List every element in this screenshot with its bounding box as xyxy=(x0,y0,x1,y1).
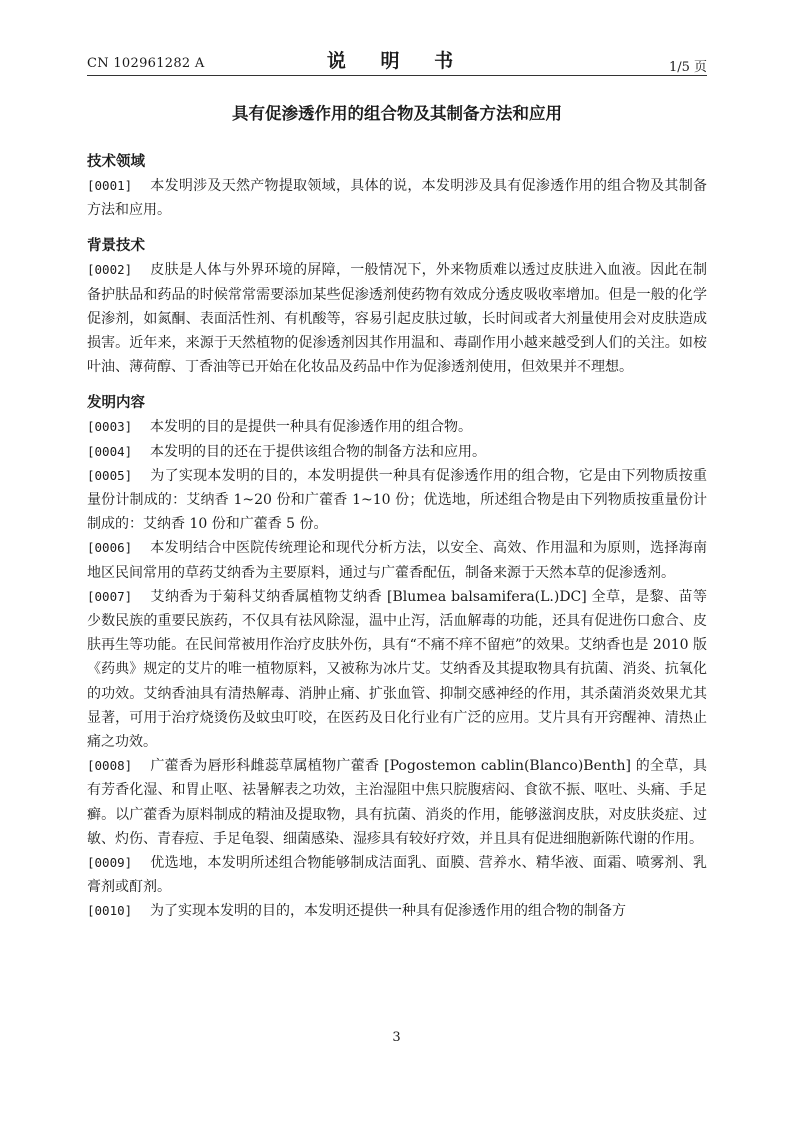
section-technical-field xyxy=(87,150,707,222)
paragraph xyxy=(87,851,707,899)
section-heading: 技术领域 xyxy=(87,153,145,170)
paragraph-text: 皮肤是人体与外界环境的屏障，一般情况下，外来物质难以透过皮肤进入血液。因此在制备护肤品和药品的时候常常需要添加某些促渗透剂使药物有效成分透皮吸收率增加。但是一般的化学促渗剂，如氮酮、表面活性剂、有机酸等，容易引起皮肤过敏，长时间或者大剂量使用会对皮肤造成损害。近年来，来源于天然植物的促渗透剂因其作用温和、毒副作用小越来越受到人们的关注。如桉叶油、薄荷醇、丁香油等已开始在化妆品及药品中作为促渗透剂使用，但效果并不理想。 xyxy=(87,262,707,376)
document-type-title: 说 明 书 xyxy=(326,50,468,72)
paragraph-number: [0007] xyxy=(87,588,133,604)
paragraph-number: [0008] xyxy=(87,758,133,774)
document-body xyxy=(87,150,707,924)
paragraph xyxy=(87,536,707,584)
invention-title: 具有促渗透作用的组合物及其制备方法和应用 xyxy=(232,104,562,123)
paragraph xyxy=(87,585,707,754)
paragraph-text: 优选地，本发明所述组合物能够制成洁面乳、面膜、营养水、精华液、面霜、喷雾剂、乳膏剂或酊剂。 xyxy=(87,855,707,896)
paragraph-text: 广藿香为唇形科雌蕊草属植物广藿香 [Pogostemon cablin(Blanco)Benth] 的全草，具有芳香化湿、和胃止呕、祛暑解表之功效，主治湿阻中焦只脘腹痞闷、食欲不振、呕吐、头痛、手足癣。以广藿香为原料制成的精油及提取物，具有抗菌、消炎的作用，能够滋润皮肤，对皮肤炎症、过敏、灼伤、青春痘、手足龟裂、细菌感染、湿疹具有较好疗效，并且具有促进细胞新陈代谢的作用。 xyxy=(87,758,707,847)
paragraph-number: [0003] xyxy=(87,419,133,435)
paragraph-number: [0004] xyxy=(87,443,133,459)
paragraph-number: [0010] xyxy=(87,903,133,919)
section-background xyxy=(87,234,707,379)
paragraph xyxy=(87,174,707,222)
paragraph-number: [0002] xyxy=(87,262,133,278)
paragraph-text: 艾纳香为于菊科艾纳香属植物艾纳香 [Blumea balsamifera(L.)DC] 全草，是黎、苗等少数民族的重要民族药，不仅具有祛风除湿，温中止泻，活血解毒的功能，还具有促进伤口愈合、皮肤再生等功能。在民间常被用作治疗皮肤外伤，具有“不痛不痒不留疤”的效果。艾纳香也是 2010 版《药典》规定的艾片的唯一植物原料，又被称为冰片艾。艾纳香及其提取物具有抗菌、消炎、抗氧化的功效。艾纳香油具有清热解毒、消肿止痛、扩张血管、抑制交感神经的作用，其杀菌消炎效果尤其显著，可用于治疗烧烫伤及蚊虫叮咬，在医药及日化行业有广泛的应用。艾片具有开窍醒神、清热止痛之功效。 xyxy=(87,588,707,751)
paragraph xyxy=(87,899,707,923)
page-header xyxy=(87,44,707,74)
paragraph-number: [0009] xyxy=(87,855,133,871)
section-heading: 背景技术 xyxy=(87,237,145,255)
paragraph-text: 本发明涉及天然产物提取领域，具体的说，本发明涉及具有促渗透作用的组合物及其制备方法和应用。 xyxy=(87,178,707,219)
paragraph-text: 为了实现本发明的目的，本发明提供一种具有促渗透作用的组合物，它是由下列物质按重量份计制成的：艾纳香 1~20 份和广藿香 1~10 份；优选地，所述组合物是由下列物质按重量份计制成的：艾纳香 10 份和广藿香 5 份。 xyxy=(87,467,707,533)
paragraph-text: 本发明的目的是提供一种具有促渗透作用的组合物。 xyxy=(150,419,472,436)
paragraph xyxy=(87,464,707,537)
paragraph xyxy=(87,440,707,464)
paragraph-number: [0005] xyxy=(87,467,133,483)
paragraph xyxy=(87,415,707,439)
page-number: 3 xyxy=(392,1030,401,1045)
paragraph-text: 为了实现本发明的目的，本发明还提供一种具有促渗透作用的组合物的制备方 xyxy=(150,903,626,920)
page-of-indicator: 1/5 页 xyxy=(668,60,707,75)
header-divider xyxy=(87,75,707,76)
paragraph xyxy=(87,258,707,379)
paragraph-number: [0001] xyxy=(87,178,133,193)
section-summary xyxy=(87,391,707,923)
paragraph-text: 本发明的目的还在于提供该组合物的制备方法和应用。 xyxy=(150,443,486,460)
paragraph xyxy=(87,754,707,851)
paragraph-text: 本发明结合中医院传统理论和现代分析方法，以安全、高效、作用温和为原则，选择海南地区民间常用的草药艾纳香为主要原料，通过与广藿香配伍，制备来源于天然本草的促渗透剂。 xyxy=(87,540,707,581)
section-heading: 发明内容 xyxy=(87,394,145,412)
patent-number: CN 102961282 A xyxy=(87,56,205,71)
paragraph-number: [0006] xyxy=(87,540,133,556)
